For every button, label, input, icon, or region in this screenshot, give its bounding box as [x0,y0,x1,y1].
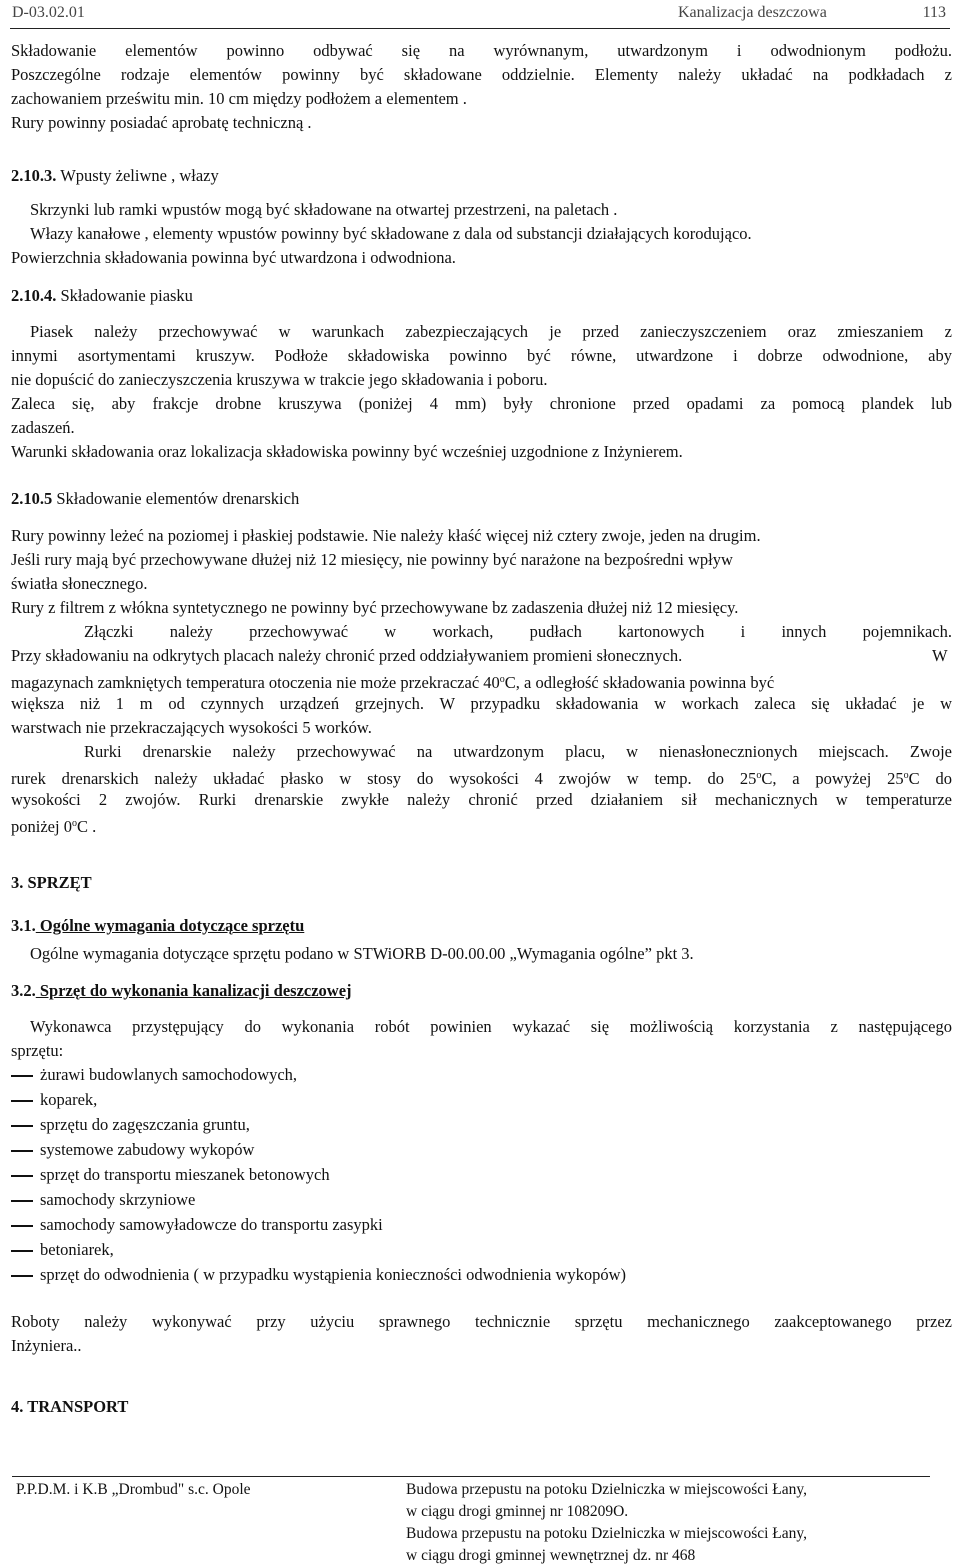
section-heading-3-1: 3.1. Ogólne wymagania dotyczące sprzętu [11,916,305,935]
section-heading-2-10-3 [11,166,219,186]
paragraph-line: Ogólne wymagania dotyczące sprzętu podano w STWiORB D-00.00.00 „Wymagania ogólne” pkt 3. [30,944,694,963]
section-heading-3-2: 3.2. Sprzęt do wykonania kanalizacji deszczowej [11,981,352,1000]
paragraph-line: Inżyniera.. [11,1336,82,1355]
document-title: Kanalizacja deszczowa [678,4,827,21]
paragraph-line: poniżej 0$^o$C . [11,817,97,836]
document-code: D-03.02.01 [12,4,85,21]
paragraph-line-end: W [932,646,948,665]
list-dash [11,1250,33,1252]
section-heading-2-10-4 [11,286,193,306]
footer-project-line-3: Budowa przepustu na potoku Dzielniczka w miejscowości Łany, [406,1525,808,1542]
paragraph-line: zadaszeń. [11,418,75,437]
list-dash [11,1200,33,1202]
list-dash [11,1125,33,1127]
section-heading-2-10-5 [11,489,299,509]
list-item: sprzęt do odwodnienia ( w przypadku wystąpienia konieczności odwodnienia wykopów) [40,1265,627,1284]
list-item: żurawi budowlanych samochodowych, [40,1065,298,1084]
footer-project-line-1: Budowa przepustu na potoku Dzielniczka w miejscowości Łany, [406,1481,808,1498]
section-title: Składowanie elementów drenarskich [52,489,300,508]
intro-line-1: Składowanie elementów powinno odbywać się na wyrównanym, utwardzonym i odwodnionym podłożu. [11,41,952,60]
chapter-heading-transport: 4. TRANSPORT [11,1397,129,1416]
footer-company: P.P.D.M. i K.B „Drombud" s.c. Opole [16,1481,251,1498]
section-title: Wpusty żeliwne , włazy [56,166,219,185]
paragraph-line: Powierzchnia składowania powinna być utwardzona i odwodniona. [11,248,456,267]
paragraph-line: Roboty należy wykonywać przy użyciu sprawnego technicznie sprzętu mechanicznego zaakceptowanego przez [11,1312,952,1331]
paragraph-line: Jeśli rury mają być przechowywane dłużej niż 12 miesięcy, nie powinny być narażone na bezpośredni wpływ [11,550,733,569]
list-dash [11,1150,33,1152]
paragraph-line: rurek drenarskich należy układać płasko w stosy do wysokości 4 zwojów w temp. do 25$^o$C, a powyżej 25$^o$C do [11,769,953,788]
list-item: samochody samowyładowcze do transportu zasypki [40,1215,383,1234]
paragraph-line: Przy składowaniu na odkrytych placach należy chronić przed oddziaływaniem promieni słonecznych. [11,646,683,665]
paragraph-line: Włazy kanałowe , elementy wpustów powinny być składowane z dala od substancji działających korodująco. [30,224,752,243]
paragraph-line: Warunki składowania oraz lokalizacja składowiska powinny być wcześniej uzgodnione z Inżynierem. [11,442,683,461]
list-item: koparek, [40,1090,98,1109]
list-item: sprzętu do zagęszczania gruntu, [40,1115,250,1134]
footer-rule [12,1476,930,1477]
intro-line-2: Poszczególne rodzaje elementów powinny być składowane oddzielnie. Elementy należy układać na podkładach z [11,65,952,84]
paragraph-line: Zaleca się, aby frakcje drobne kruszywa (poniżej 4 mm) były chronione przed opadami za pomocą plandek lub [11,394,952,413]
section-title: Składowanie piasku [56,286,193,305]
page-number: 113 [922,4,946,21]
section-number: 2.10.5 [11,489,53,508]
paragraph-line: Rurki drenarskie należy przechowywać na utwardzonym placu, w nienasłonecznionych miejscach. Zwoje [84,742,952,761]
list-dash [11,1175,33,1177]
paragraph-line: Rury powinny leżeć na poziomej i płaskiej podstawie. Nie należy kłaść więcej niż cztery zwoje, jeden na drugim. [11,526,761,545]
section-number: 2.10.3. [11,166,57,185]
intro-line-4: Rury powinny posiadać aprobatę techniczną . [11,113,312,132]
list-item: betoniarek, [40,1240,114,1259]
list-item: samochody skrzyniowe [40,1190,196,1209]
list-item: systemowe zabudowy wykopów [40,1140,255,1159]
paragraph-line: innymi asortymentami kruszyw. Podłoże składowiska powinno być równe, utwardzone i dobrze odwodnione, aby [11,346,952,365]
paragraph-line: wysokości 2 zwojów. Rurki drenarskie zwykłe należy chronić przed działaniem sił mechanicznych w temperaturze [11,790,952,809]
list-dash [11,1100,33,1102]
paragraph-line: Piasek należy przechowywać w warunkach zabezpieczających je przed zanieczyszczeniem oraz zmieszaniem z [30,322,952,341]
list-dash [11,1075,33,1077]
paragraph-line: warstwach nie przekraczających wysokości 5 worków. [11,718,372,737]
intro-line-3: zachowaniem prześwitu min. 10 cm między podłożem a elementem . [11,89,467,108]
page-header [10,2,950,29]
footer-project-line-4: w ciągu drogi gminnej wewnętrznej dz. nr 468 [406,1547,696,1564]
list-dash [11,1225,33,1227]
paragraph-line: Skrzynki lub ramki wpustów mogą być składowane na otwartej przestrzeni, na paletach . [30,200,618,219]
paragraph-line: nie dopuścić do zanieczyszczenia kruszywa w trakcie jego składowania i poboru. [11,370,548,389]
list-dash [11,1275,33,1277]
section-number: 2.10.4. [11,286,57,305]
paragraph-line: światła słonecznego. [11,574,148,593]
paragraph-line: Rury z filtrem z włókna syntetycznego ne powinny być przechowywane bz zadaszenia dłużej niż 12 miesięcy. [11,598,739,617]
paragraph-line: Złączki należy przechowywać w workach, pudłach kartonowych i innych pojemnikach. [84,622,952,641]
paragraph-line: magazynach zamkniętych temperatura otoczenia nie może przekraczać 40$^o$C, a odległość składowania powinna być [11,673,775,692]
paragraph-line: Wykonawca przystępujący do wykonania robót powinien wykazać się możliwością korzystania z następującego [30,1017,952,1036]
chapter-heading-sprzet: 3. SPRZĘT [11,873,92,892]
list-item: sprzęt do transportu mieszanek betonowych [40,1165,330,1184]
paragraph-line: sprzętu: [11,1041,64,1060]
footer-project-line-2: w ciągu drogi gminnej nr 108209O. [406,1503,629,1520]
paragraph-line: większa niż 1 m od czynnych urządzeń grzejnych. W przypadku składowania w workach zaleca się układać je w [11,694,952,713]
